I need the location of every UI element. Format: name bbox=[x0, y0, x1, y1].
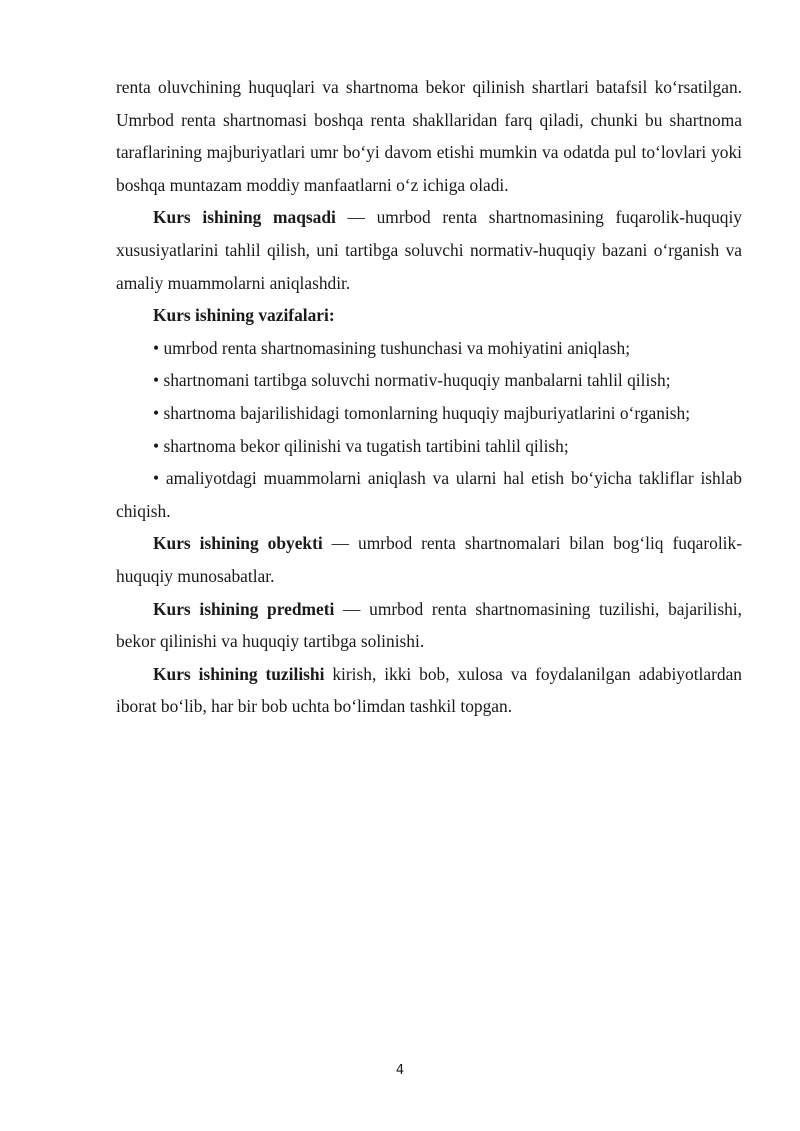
bullet-icon: • bbox=[153, 402, 160, 423]
task-item bbox=[116, 332, 742, 365]
goal-paragraph bbox=[116, 201, 742, 299]
tasks-heading: Kurs ishining vazifalari: bbox=[153, 305, 335, 326]
bullet-icon: • bbox=[153, 337, 160, 358]
object-label: Kurs ishining obyekti bbox=[153, 533, 323, 554]
task-item bbox=[116, 430, 742, 463]
task-item bbox=[116, 364, 742, 397]
subject-text: — umrbod renta shartnomasining tuzilishi, bajarilishi, bekor qilinishi va huquqiy tartibga solinishi. bbox=[116, 598, 742, 652]
task-text: shartnoma bajarilishidagi tomonlarning huquqiy majburiyatlarini o‘rganish; bbox=[163, 402, 691, 423]
structure-paragraph bbox=[116, 658, 742, 723]
task-item bbox=[116, 462, 742, 527]
task-text: shartnoma bekor qilinishi va tugatish tartibini tahlil qilish; bbox=[163, 435, 569, 456]
subject-label: Kurs ishining predmeti bbox=[153, 598, 335, 619]
page-number: 4 bbox=[395, 1063, 405, 1078]
subject-paragraph bbox=[116, 593, 742, 658]
structure-label: Kurs ishining tuzilishi bbox=[153, 663, 325, 684]
bullet-icon: • bbox=[153, 370, 160, 391]
intro-paragraph: renta oluvchining huquqlari va shartnoma bekor qilinish shartlari batafsil ko‘rsatilgan. Umrbod renta shartnomasi boshqa renta shakllaridan farq qiladi, chunki bu shartnoma taraflarining majburiyatlari umr bo‘yi davom etishi mumkin va odatda pul to‘lovlari yoki boshqa muntazam moddiy manfaatlarni o‘z ichiga oladi. bbox=[116, 77, 742, 195]
goal-label: Kurs ishining maqsadi bbox=[153, 207, 336, 228]
object-text: — umrbod renta shartnomalari bilan bog‘liq fuqarolik-huquqiy munosabatlar. bbox=[116, 533, 742, 586]
document-page bbox=[116, 71, 742, 723]
task-text: shartnomani tartibga soluvchi normativ-huquqiy manbalarni tahlil qilish; bbox=[163, 370, 671, 391]
task-item bbox=[116, 397, 742, 430]
task-text: amaliyotdagi muammolarni aniqlash va ularni hal etish bo‘yicha takliflar ishlab chiqish. bbox=[116, 468, 742, 521]
object-paragraph bbox=[116, 527, 742, 592]
bullet-icon: • bbox=[153, 468, 160, 489]
task-text: umrbod renta shartnomasining tushunchasi va mohiyatini aniqlash; bbox=[163, 337, 631, 358]
structure-text: kirish, ikki bob, xulosa va foydalanilgan adabiyotlardan iborat bo‘lib, har bir bob uchta bo‘limdan tashkil topgan. bbox=[116, 663, 742, 717]
bullet-icon: • bbox=[153, 435, 160, 456]
goal-text: — umrbod renta shartnomasining fuqarolik-huquqiy xususiyatlarini tahlil qilish, uni tartibga soluvchi normativ-huquqiy bazani o‘rganish va amaliy muammolarni aniqlashdir. bbox=[116, 207, 742, 293]
